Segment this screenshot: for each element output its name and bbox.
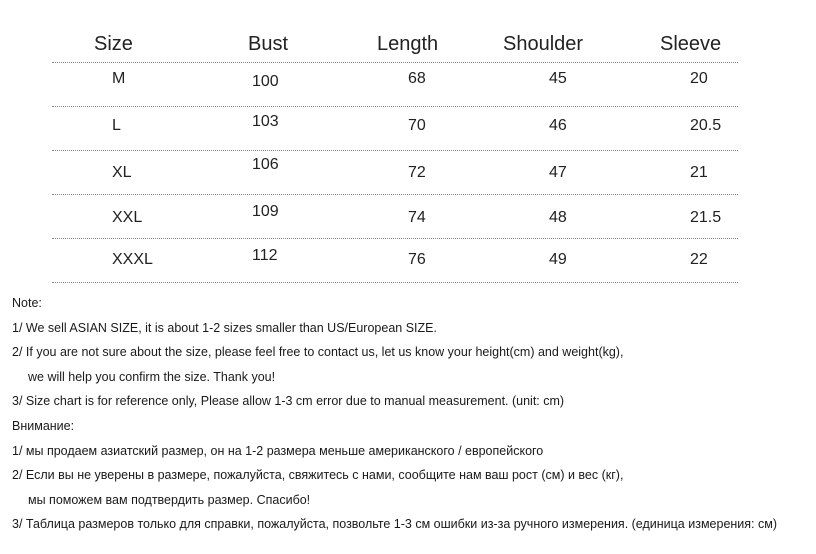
cell-size: L — [112, 117, 121, 134]
cell-shoulder: 45 — [549, 70, 567, 87]
table-row — [52, 107, 738, 151]
table-row — [52, 195, 738, 239]
note-line: 1/ мы продаем азиатский размер, он на 1-2 размера меньше американского / европейского — [12, 443, 544, 458]
cell-shoulder: 47 — [549, 164, 567, 181]
cell-length: 72 — [408, 164, 426, 181]
size-chart-table — [52, 28, 738, 283]
note-line: 2/ Если вы не уверены в размере, пожалуйста, свяжитесь с нами, сообщите нам ваш рост (см) и вес (кг), — [12, 468, 624, 483]
notes-section — [12, 291, 812, 537]
cell-sleeve: 21 — [690, 164, 708, 181]
note-line: we will help you confirm the size. Thank you! — [28, 369, 276, 384]
header-length: Length — [377, 33, 439, 55]
cell-shoulder: 49 — [549, 251, 567, 268]
cell-length: 68 — [408, 70, 426, 87]
note-heading-ru: Внимание: — [12, 418, 75, 433]
header-shoulder: Shoulder — [503, 33, 584, 55]
header-sleeve: Sleeve — [660, 33, 722, 55]
cell-size: XL — [112, 164, 132, 181]
note-line: 3/ Size chart is for reference only, Please allow 1-3 cm error due to manual measurement. (unit: cm) — [12, 394, 565, 409]
cell-sleeve: 22 — [690, 251, 708, 268]
table-header-row — [52, 28, 738, 63]
note-heading-en: Note: — [12, 296, 42, 310]
table-row — [52, 239, 738, 283]
cell-bust: 109 — [252, 203, 279, 220]
cell-sleeve: 21.5 — [690, 209, 722, 226]
note-line: 1/ We sell ASIAN SIZE, it is about 1-2 sizes smaller than US/European SIZE. — [12, 320, 437, 335]
cell-shoulder: 46 — [549, 117, 567, 134]
cell-bust: 106 — [252, 156, 279, 173]
note-line: мы поможем вам подтвердить размер. Спасибо! — [28, 492, 311, 507]
note-line: 2/ If you are not sure about the size, please feel free to contact us, let us know your height(cm) and weight(kg), — [12, 345, 624, 360]
cell-bust: 112 — [252, 247, 278, 264]
cell-length: 70 — [408, 117, 426, 134]
cell-bust: 103 — [252, 113, 279, 130]
cell-size: XXL — [112, 209, 143, 226]
table-row — [52, 151, 738, 195]
cell-length: 76 — [408, 251, 426, 268]
header-bust: Bust — [248, 33, 289, 55]
cell-sleeve: 20.5 — [690, 117, 722, 134]
cell-size: XXXL — [112, 251, 153, 268]
cell-length: 74 — [408, 209, 426, 226]
note-line: 3/ Таблица размеров только для справки, пожалуйста, позвольте 1-3 см ошибки из-за ручного измерения. (единица измерения: см) — [12, 517, 778, 532]
cell-size: M — [112, 70, 126, 87]
cell-shoulder: 48 — [549, 209, 567, 226]
table-row — [52, 63, 738, 107]
cell-sleeve: 20 — [690, 70, 708, 87]
header-size: Size — [94, 33, 133, 55]
cell-bust: 100 — [252, 73, 279, 90]
